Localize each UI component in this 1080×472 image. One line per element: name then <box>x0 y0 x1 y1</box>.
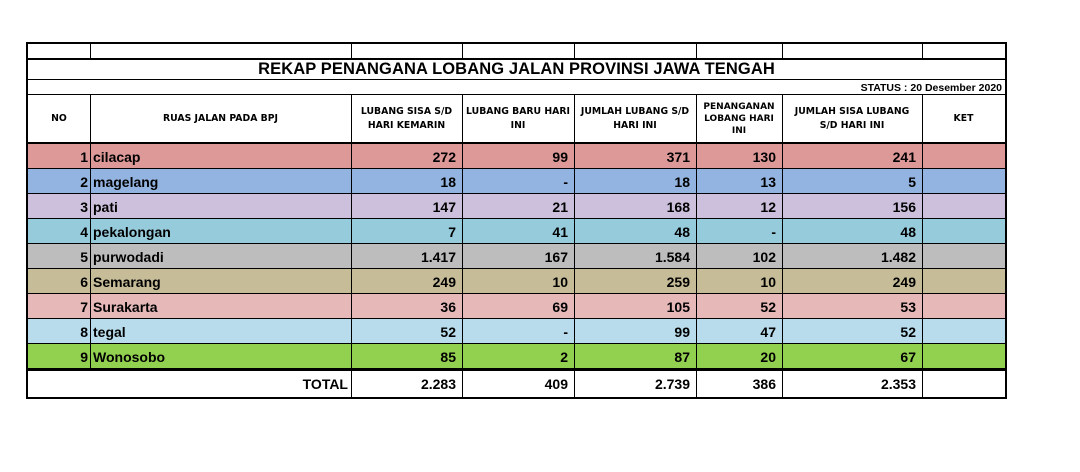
cell-ket <box>922 269 1005 294</box>
header-ket: KET <box>953 112 974 124</box>
grid-line <box>28 58 1005 60</box>
cell-jumlah-sisa: 241 <box>892 148 916 165</box>
header-lubang-baru: LUBANG BARU HARI INI <box>466 105 570 131</box>
grid-line <box>782 369 783 397</box>
cell-penanganan: 20 <box>760 348 776 365</box>
cell-sisa-kemarin: 147 <box>432 198 456 215</box>
cell-jumlah: 1.584 <box>654 248 690 265</box>
cell-penanganan: - <box>771 223 776 240</box>
grid-line <box>922 369 923 397</box>
table-row <box>28 319 1005 344</box>
cell-jumlah: 99 <box>674 323 690 340</box>
header-jumlah-lubang: JUMLAH LUBANG S/D HARI INI <box>580 105 690 131</box>
table-row <box>28 294 1005 319</box>
cell-ket <box>922 344 1005 369</box>
grid-line <box>351 44 352 58</box>
cell-jumlah: 168 <box>666 198 690 215</box>
cell-baru: 69 <box>552 298 568 315</box>
row-name: cilacap <box>93 148 141 165</box>
cell-jumlah: 18 <box>674 173 690 190</box>
total-sisa-kemarin: 2.283 <box>420 376 456 392</box>
table-row <box>28 269 1005 294</box>
grid-line <box>90 94 91 369</box>
cell-baru: 2 <box>560 348 568 365</box>
status-label: STATUS : 20 Desember 2020 <box>860 81 1002 94</box>
cell-jumlah-sisa: 53 <box>900 298 916 315</box>
cell-jumlah-sisa: 5 <box>908 173 916 190</box>
table-title: REKAP PENANGANA LOBANG JALAN PROVINSI JAWA TENGAH <box>258 60 775 78</box>
cell-sisa-kemarin: 7 <box>448 223 456 240</box>
cell-sisa-kemarin: 36 <box>440 298 456 315</box>
cell-jumlah: 48 <box>674 223 690 240</box>
header-ruas-jalan: RUAS JALAN PADA BPJ <box>162 112 278 124</box>
table-row <box>28 144 1005 169</box>
grid-line <box>28 94 1005 95</box>
cell-penanganan: 10 <box>760 273 776 290</box>
grid-line <box>574 369 575 397</box>
row-name: Surakarta <box>93 298 158 315</box>
cell-baru: 10 <box>552 273 568 290</box>
cell-sisa-kemarin: 1.417 <box>420 248 456 265</box>
grid-line <box>28 343 1005 344</box>
cell-ket <box>922 169 1005 194</box>
row-name: pati <box>93 198 118 215</box>
row-number: 1 <box>80 148 88 165</box>
grid-line <box>782 94 783 369</box>
grid-line <box>28 193 1005 194</box>
grid-line <box>696 369 697 397</box>
cell-baru: 21 <box>552 198 568 215</box>
cell-penanganan: 52 <box>760 298 776 315</box>
table-row <box>28 194 1005 219</box>
cell-baru: - <box>563 323 568 340</box>
total-jumlah: 2.739 <box>654 376 690 392</box>
row-number: 5 <box>80 248 88 265</box>
row-name: purwodadi <box>93 248 164 265</box>
cell-ket <box>922 319 1005 344</box>
grid-line <box>28 142 1005 144</box>
row-number: 3 <box>80 198 88 215</box>
grid-line <box>351 369 352 397</box>
total-jumlah-sisa: 2.353 <box>880 376 916 392</box>
header-penanganan: PENANGANAN LOBANG HARI INI <box>703 101 775 136</box>
cell-sisa-kemarin: 85 <box>440 348 456 365</box>
grid-line <box>922 94 923 369</box>
header-no: NO <box>51 112 67 124</box>
total-ket <box>922 371 1005 397</box>
table-row <box>28 169 1005 194</box>
cell-baru: 99 <box>552 148 568 165</box>
cell-jumlah: 371 <box>666 148 690 165</box>
grid-line <box>28 218 1005 219</box>
cell-jumlah-sisa: 249 <box>892 273 916 290</box>
total-row <box>28 371 1005 397</box>
row-number: 4 <box>80 223 88 240</box>
row-number: 6 <box>80 273 88 290</box>
grid-line <box>28 369 1005 371</box>
row-name: Semarang <box>93 273 161 290</box>
grid-line <box>782 44 783 58</box>
cell-ket <box>922 194 1005 219</box>
cell-sisa-kemarin: 18 <box>440 173 456 190</box>
grid-line <box>28 268 1005 269</box>
row-name: Wonosobo <box>93 348 166 365</box>
grid-line <box>28 79 1005 80</box>
cell-jumlah: 87 <box>674 348 690 365</box>
total-label: TOTAL <box>302 376 348 392</box>
cell-penanganan: 47 <box>760 323 776 340</box>
grid-line <box>90 44 91 58</box>
recap-table <box>26 42 1007 399</box>
table-row <box>28 219 1005 244</box>
grid-line <box>28 318 1005 319</box>
cell-sisa-kemarin: 272 <box>432 148 456 165</box>
cell-baru: - <box>563 173 568 190</box>
cell-jumlah-sisa: 52 <box>900 323 916 340</box>
row-number: 8 <box>80 323 88 340</box>
grid-line <box>574 94 575 369</box>
cell-jumlah-sisa: 67 <box>900 348 916 365</box>
cell-jumlah-sisa: 1.482 <box>880 248 916 265</box>
cell-jumlah: 105 <box>666 298 690 315</box>
cell-ket <box>922 144 1005 169</box>
grid-line <box>351 94 352 369</box>
grid-line <box>28 243 1005 244</box>
row-number: 2 <box>80 173 88 190</box>
row-name: pekalongan <box>93 223 171 240</box>
grid-line <box>696 94 697 369</box>
grid-line <box>574 44 575 58</box>
table-row <box>28 244 1005 269</box>
total-baru: 409 <box>544 376 568 392</box>
cell-penanganan: 12 <box>760 198 776 215</box>
row-name: tegal <box>93 323 126 340</box>
cell-baru: 41 <box>552 223 568 240</box>
cell-sisa-kemarin: 249 <box>432 273 456 290</box>
cell-penanganan: 130 <box>752 148 776 165</box>
row-number: 9 <box>80 348 88 365</box>
grid-line <box>696 44 697 58</box>
total-penanganan: 386 <box>752 376 776 392</box>
grid-line <box>28 293 1005 294</box>
cell-ket <box>922 244 1005 269</box>
grid-line <box>28 168 1005 169</box>
row-number: 7 <box>80 298 88 315</box>
cell-sisa-kemarin: 52 <box>440 323 456 340</box>
cell-baru: 167 <box>544 248 568 265</box>
grid-line <box>922 44 923 58</box>
header-jumlah-sisa: JUMLAH SISA LUBANG S/D HARI INI <box>794 105 910 131</box>
grid-line <box>462 44 463 58</box>
table-row <box>28 344 1005 369</box>
cell-jumlah-sisa: 48 <box>900 223 916 240</box>
grid-line <box>462 369 463 397</box>
cell-ket <box>922 294 1005 319</box>
cell-ket <box>922 219 1005 244</box>
cell-penanganan: 13 <box>760 173 776 190</box>
cell-jumlah: 259 <box>666 273 690 290</box>
cell-penanganan: 102 <box>752 248 776 265</box>
cell-jumlah-sisa: 156 <box>892 198 916 215</box>
row-name: magelang <box>93 173 159 190</box>
header-lubang-sisa-kemarin: LUBANG SISA S/D HARI KEMARIN <box>360 105 453 131</box>
grid-line <box>462 94 463 369</box>
